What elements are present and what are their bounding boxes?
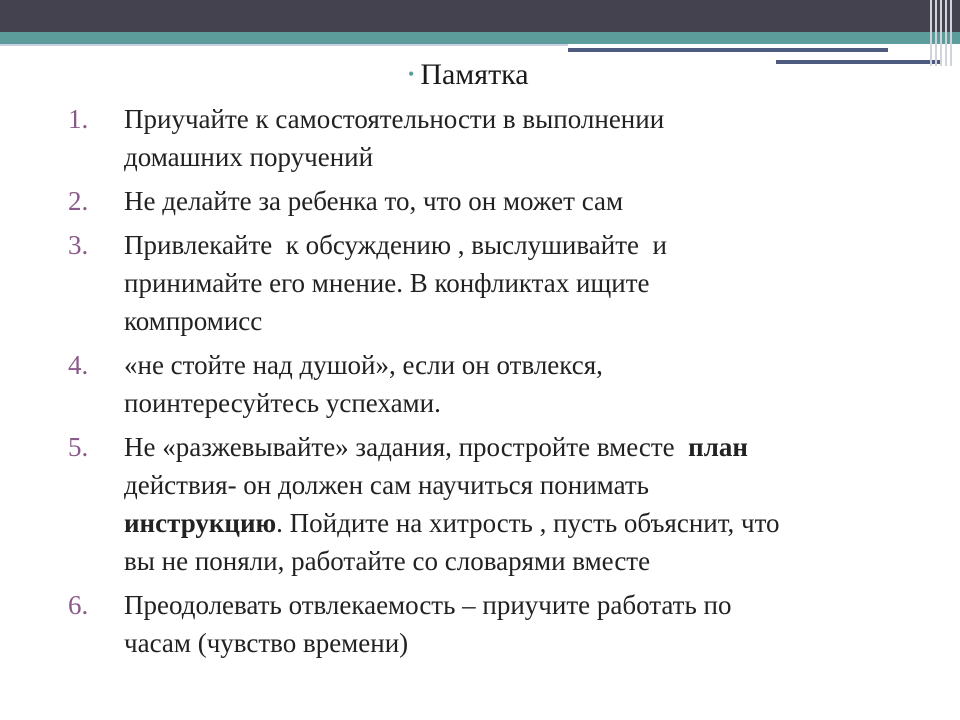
list-item-line: Не делайте за ребенка то, что он может сам [124,186,624,216]
list-item-6 [68,586,918,662]
list-item-number: 4. [68,350,89,380]
list-item-4 [68,346,918,422]
list-item-line: вы не поняли, работайте со словарями вместе [124,546,651,576]
list-item-line: Преодолевать отвлекаемость – приучите работать по [124,590,732,620]
decorative-rule-light [0,44,568,46]
list-item-line: домашних поручений [124,142,374,172]
memo-list [68,100,918,668]
list-item-line: «не стойте над душой», если он отвлекся, [124,350,603,380]
bold-keyword-instruction: инструкцию [124,508,277,538]
slide-teal-band [0,32,960,44]
list-item-line: . Пойдите на хитрость , пусть объяснит, что [276,508,780,538]
list-item-number: 2. [68,186,89,216]
list-item-text [124,346,918,422]
decorative-rule-dark-top [568,48,888,52]
list-item-line: Привлекайте к обсуждению , выслушивайте и [124,230,667,260]
list-item-text [124,182,918,220]
heading-bullet-icon: • [408,64,415,84]
list-item-line: компромисс [124,306,263,336]
list-item-number: 6. [68,590,89,620]
list-item-2 [68,182,918,220]
list-item-text [124,586,918,662]
corner-stripe [950,0,952,66]
corner-stripe [945,0,947,66]
list-item-line: часам (чувство времени) [124,628,409,658]
heading-text: Памятка [420,58,529,91]
slide-heading [408,54,529,95]
list-item-line: Не «разжевывайте» задания, простройте вместе [124,432,689,462]
list-item-line: действия- он должен сам научиться понимать [124,470,649,500]
corner-stripes [930,0,952,66]
list-item-line: Приучайте к самостоятельности в выполнении [124,104,665,134]
slide-top-bar [0,0,960,32]
list-item-number: 3. [68,230,89,260]
list-item-text [124,226,918,340]
list-item-text [124,100,918,176]
list-item-text [124,428,918,580]
list-item-5 [68,428,918,580]
list-item-number: 5. [68,432,89,462]
list-item-1 [68,100,918,176]
list-item-number: 1. [68,104,89,134]
list-item-line: поинтересуйтесь успехами. [124,388,441,418]
list-item-3 [68,226,918,340]
corner-stripe [930,0,932,66]
list-item-line: принимайте его мнение. В конфликтах ищите [124,268,650,298]
bold-keyword-plan: план [688,432,748,462]
decorative-rule-dark-bottom [776,60,942,64]
corner-stripe [940,0,942,66]
corner-stripe [935,0,937,66]
